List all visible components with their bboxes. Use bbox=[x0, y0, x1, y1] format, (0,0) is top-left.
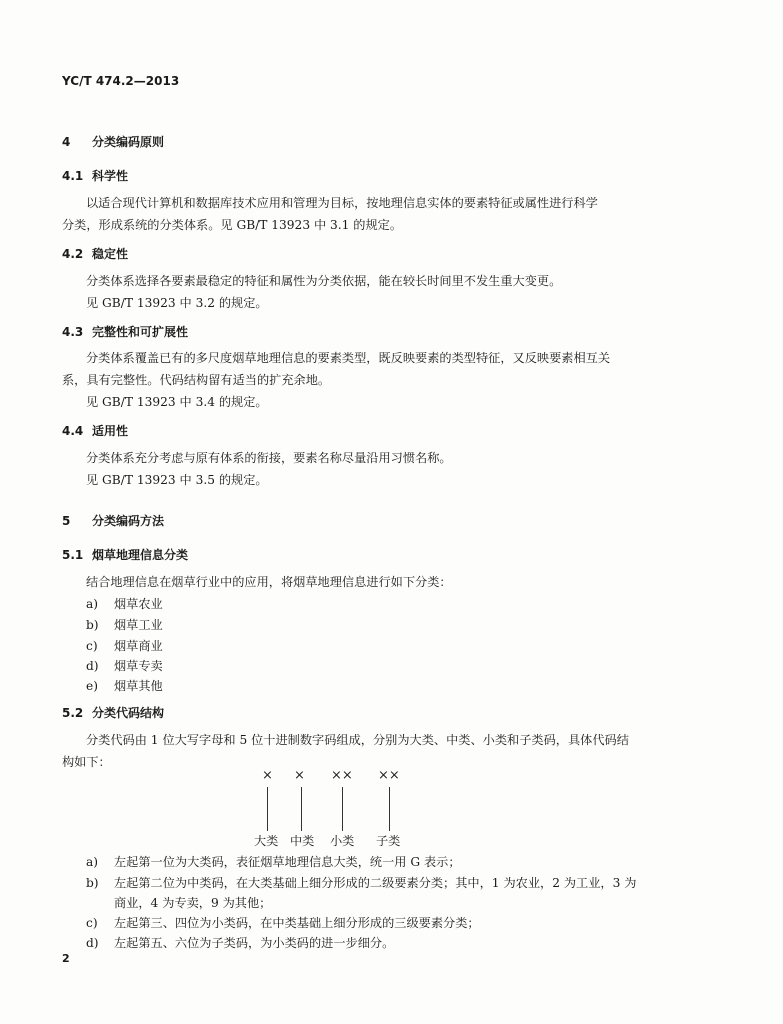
list-item-text: 烟草商业 bbox=[114, 639, 163, 653]
code-symbol: × bbox=[294, 768, 305, 783]
section-4-4-heading bbox=[62, 422, 128, 439]
section-title: 烟草地理信息分类 bbox=[92, 548, 189, 562]
code-symbol: × bbox=[262, 768, 273, 783]
paragraph-line: 分类体系充分考虑与原有体系的衔接，要素名称尽量沿用习惯名称。 bbox=[86, 451, 452, 465]
connector-line bbox=[342, 787, 343, 831]
code-label: 大类 bbox=[254, 834, 279, 848]
list-marker: c) bbox=[86, 639, 98, 653]
section-number: 4.1 bbox=[62, 169, 84, 183]
list-marker: c) bbox=[86, 916, 98, 930]
section-4-2-heading bbox=[62, 245, 128, 262]
connector-line bbox=[301, 787, 302, 831]
section-number: 4.3 bbox=[62, 325, 84, 339]
section-number: 5.2 bbox=[62, 706, 84, 720]
list-item-text: 左起第一位为大类码，表征烟草地理信息大类，统一用 G 表示； bbox=[114, 855, 461, 869]
page-number: 2 bbox=[62, 952, 70, 965]
code-symbol: ×× bbox=[331, 768, 353, 783]
list-item-text: 烟草农业 bbox=[114, 597, 163, 611]
list-marker: a) bbox=[86, 855, 99, 869]
paragraph-line: 结合地理信息在烟草行业中的应用，将烟草地理信息进行如下分类： bbox=[86, 575, 452, 589]
list-marker: d) bbox=[86, 659, 99, 673]
paragraph-line: 分类代码由 1 位大写字母和 5 位十进制数字码组成，分别为大类、中类、小类和子类码，具体代码结 bbox=[86, 733, 629, 747]
list-marker: b) bbox=[86, 876, 99, 890]
section-5-2-heading bbox=[62, 704, 164, 721]
paragraph-line: 以适合现代计算机和数据库技术应用和管理为目标，按地理信息实体的要素特征或属性进行科学 bbox=[86, 196, 598, 210]
section-4-1-heading bbox=[62, 167, 128, 184]
list-item bbox=[86, 657, 163, 674]
list-item bbox=[86, 914, 480, 931]
section-title: 完整性和可扩展性 bbox=[92, 325, 189, 339]
section-5-1-heading bbox=[62, 546, 188, 563]
section-5-heading bbox=[62, 512, 164, 529]
standard-id: YC/T 474.2—2013 bbox=[62, 74, 180, 88]
section-title: 科学性 bbox=[92, 169, 129, 183]
section-4-3-heading bbox=[62, 323, 188, 340]
section-number: 4.4 bbox=[62, 424, 84, 438]
list-item-continuation: 商业，4 为专卖，9 为其他； bbox=[114, 896, 272, 910]
paragraph-line: 分类，形成系统的分类体系。见 GB/T 13923 中 3.1 的规定。 bbox=[62, 218, 403, 232]
list-item-text: 左起第三、四位为小类码，在中类基础上细分形成的三级要素分类； bbox=[114, 916, 480, 930]
list-marker: e) bbox=[86, 679, 98, 693]
paragraph-line: 见 GB/T 13923 中 3.4 的规定。 bbox=[86, 395, 268, 409]
connector-line bbox=[267, 787, 268, 831]
list-item bbox=[86, 595, 163, 612]
connector-line bbox=[389, 787, 390, 831]
list-item-text: 左起第二位为中类码，在大类基础上细分形成的二级要素分类；其中，1 为农业，2 为工业，3 为 bbox=[114, 876, 637, 890]
section-title: 适用性 bbox=[92, 424, 129, 438]
list-item-text: 烟草其他 bbox=[114, 679, 163, 693]
section-title: 分类代码结构 bbox=[92, 706, 165, 720]
paragraph-line: 分类体系选择各要素最稳定的特征和属性为分类依据，能在较长时间里不发生重大变更。 bbox=[86, 274, 562, 288]
code-label: 子类 bbox=[376, 834, 401, 848]
paragraph-line: 系，具有完整性。代码结构留有适当的扩充余地。 bbox=[62, 373, 331, 387]
list-item-text: 左起第五、六位为子类码，为小类码的进一步细分。 bbox=[114, 936, 395, 950]
code-symbol: ×× bbox=[378, 768, 400, 783]
list-item bbox=[86, 677, 163, 694]
section-title: 分类编码原则 bbox=[92, 135, 165, 149]
paragraph-line: 分类体系覆盖已有的多尺度烟草地理信息的要素类型，既反映要素的类型特征，又反映要素相互关 bbox=[86, 351, 611, 365]
list-item bbox=[86, 874, 636, 891]
section-title: 分类编码方法 bbox=[92, 514, 165, 528]
list-item-text: 烟草工业 bbox=[114, 618, 163, 632]
list-item-text: 烟草专卖 bbox=[114, 659, 163, 673]
list-marker: a) bbox=[86, 597, 99, 611]
list-item bbox=[86, 637, 163, 654]
list-item bbox=[86, 853, 461, 870]
section-number: 4.2 bbox=[62, 247, 84, 261]
section-number: 4 bbox=[62, 135, 71, 149]
section-4-heading bbox=[62, 133, 164, 150]
section-number: 5.1 bbox=[62, 548, 84, 562]
list-marker: d) bbox=[86, 936, 99, 950]
code-label: 小类 bbox=[330, 834, 355, 848]
list-item bbox=[86, 934, 394, 951]
paragraph-line: 构如下： bbox=[62, 755, 111, 769]
paragraph-line: 见 GB/T 13923 中 3.5 的规定。 bbox=[86, 473, 268, 487]
section-number: 5 bbox=[62, 514, 71, 528]
paragraph-line: 见 GB/T 13923 中 3.2 的规定。 bbox=[86, 296, 268, 310]
code-label: 中类 bbox=[290, 834, 315, 848]
list-item bbox=[86, 616, 163, 633]
list-marker: b) bbox=[86, 618, 99, 632]
section-title: 稳定性 bbox=[92, 247, 129, 261]
